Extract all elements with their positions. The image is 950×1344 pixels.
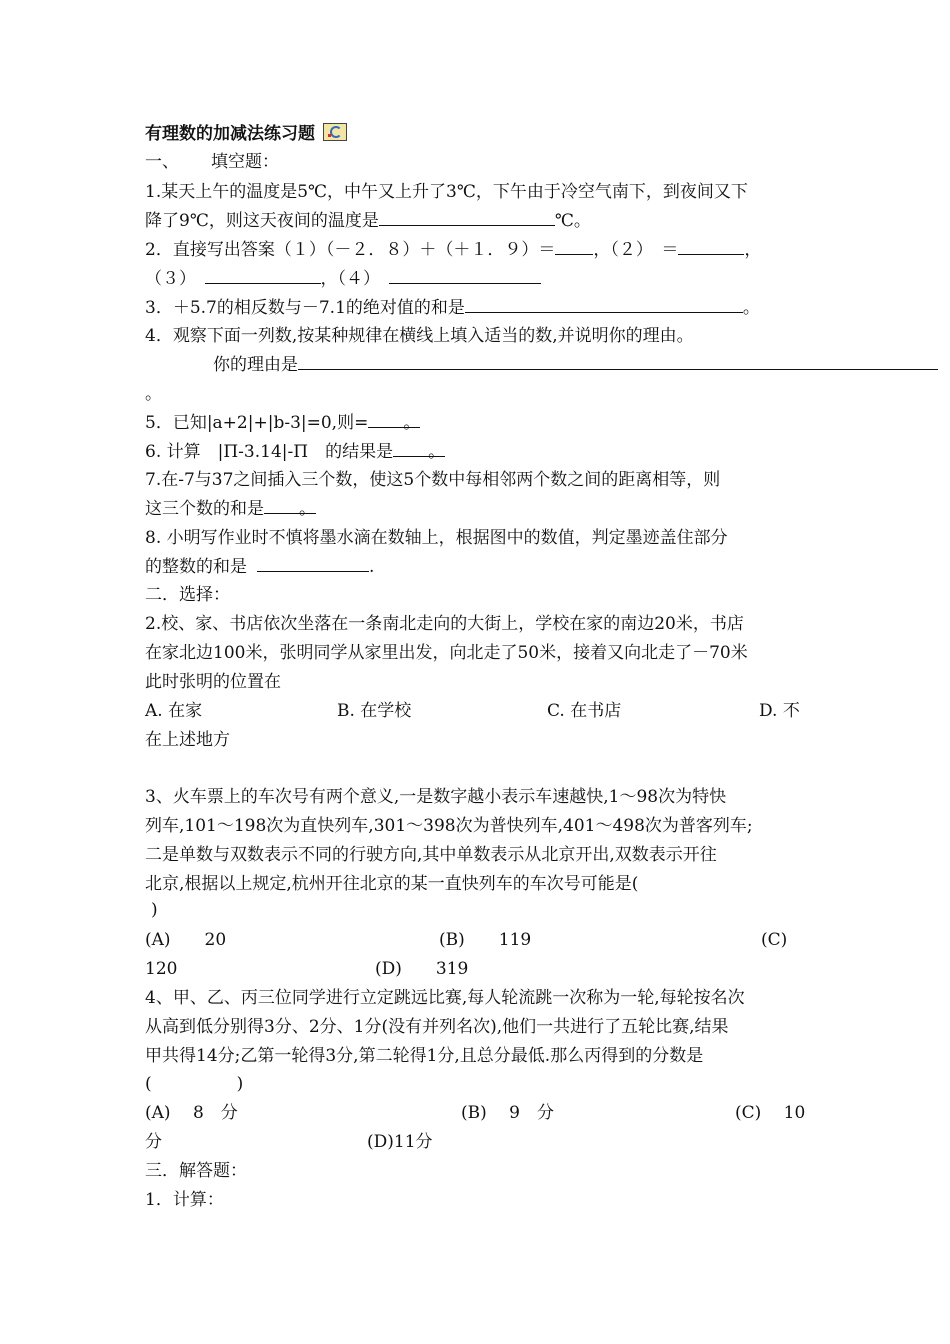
m2-line-2: 在家北边100米，张明同学从家里出发，向北走了50米，接着又向北走了－70米: [145, 643, 748, 663]
answer-blank[interactable]: [298, 351, 938, 370]
document-title: 有理数的加减法练习题: [145, 124, 315, 144]
m4-line-1: 4、甲、乙、丙三位同学进行立定跳远比赛,每人轮流跳一次称为一轮,每轮按名次: [145, 988, 745, 1008]
m4-line-3: 甲共得14分;乙第一轮得3分,第二轮得1分,且总分最低.那么丙得到的分数是: [145, 1046, 704, 1066]
q7-line-2: [145, 495, 316, 523]
m4-options: [145, 1099, 815, 1127]
q8-text: 的整数的和是: [145, 557, 247, 577]
q7-end: 。: [299, 499, 316, 519]
answer-blank[interactable]: [368, 409, 421, 433]
option-a: (A) 8 分: [145, 1103, 238, 1123]
option-b: (B) 9 分: [461, 1103, 554, 1123]
q6-text: 6. 计算 |Π-3.14|-Π 的结果是: [145, 442, 394, 462]
option-d: (D) 319: [375, 959, 469, 979]
q3-end: 。: [742, 298, 760, 318]
option-d: (D)11分: [367, 1132, 433, 1152]
q3-text: 3．＋5.7的相反数与－7.1的绝对值的和是: [145, 298, 465, 318]
q4-line: 4．观察下面一列数,按某种规律在横线上填入适当的数,并说明你的理由。: [145, 326, 694, 346]
answer-blank[interactable]: [465, 294, 743, 313]
q2-part-4: ，（４）: [320, 269, 389, 289]
q2-text-2: ，（２） ＝: [593, 240, 679, 260]
q2-part-3: （３）: [145, 269, 205, 289]
m2-line-1: 2.校、家、书店依次坐落在一条南北走向的大街上，学校在家的南边20米，书店: [145, 614, 744, 634]
document-title-line: [145, 120, 347, 148]
answer-blank[interactable]: [264, 495, 316, 519]
section-2-heading: 二．选择：: [145, 585, 230, 605]
section-number: 一、: [145, 152, 179, 172]
q1-line-2: [145, 207, 591, 235]
m3-options-2: [145, 955, 815, 983]
m2-option-d-cont: 在上述地方: [145, 730, 230, 750]
m2-options: [145, 697, 815, 725]
option-a: A. 在家: [145, 701, 203, 721]
answer-blank[interactable]: [393, 438, 446, 462]
m3-line-3: 二是单数与双数表示不同的行驶方向,其中单数表示从北京开出,双数表示开往: [145, 845, 717, 865]
m3-line-2: 列车,101～198次为直快列车,301～398次为普快列车,401～498次为普客列车;: [145, 816, 753, 836]
q2-comma: ，: [744, 240, 762, 260]
m3-line-5: ): [151, 900, 158, 920]
q8-line-1: 8. 小明写作业时不慎将墨水滴在数轴上，根据图中的数值，判定墨迹盖住部分: [145, 528, 728, 548]
m4-line-2: 从高到低分别得3分、2分、1分(没有并列名次),他们一共进行了五轮比赛,结果: [145, 1017, 729, 1037]
answer-blank[interactable]: [379, 207, 555, 226]
option-c: (C): [761, 930, 788, 950]
option-c-value: 120: [145, 959, 178, 979]
q6-end: 。: [428, 442, 446, 462]
q4-reason-label: 你的理由是: [213, 355, 298, 375]
option-b: B. 在学校: [337, 701, 412, 721]
q4-end: 。: [145, 384, 162, 404]
answer-blank[interactable]: [257, 553, 369, 572]
q8-line-2: [145, 553, 374, 581]
s1-line: 1．计算：: [145, 1190, 224, 1210]
q7-line-1: 7.在-7与37之间插入三个数，使这5个数中每相邻两个数之间的距离相等，则: [145, 470, 721, 490]
m3-options: [145, 926, 815, 954]
answer-blank[interactable]: [678, 236, 744, 255]
section-1-heading: [145, 148, 279, 176]
section-3-heading: 三．解答题：: [145, 1161, 247, 1181]
q7-text: 这三个数的和是: [145, 499, 264, 519]
q5-end: 。: [403, 413, 421, 433]
option-a: (A) 20: [145, 930, 227, 950]
answer-blank[interactable]: [205, 265, 321, 284]
m2-line-3: 此时张明的位置在: [145, 672, 281, 692]
q4-reason-line: [213, 351, 938, 379]
m4-options-2: [145, 1128, 815, 1156]
option-d: D. 不: [759, 701, 800, 721]
q3-line: [145, 294, 760, 322]
option-c: C. 在书店: [547, 701, 622, 721]
q1-text: 降了9℃，则这天夜间的温度是: [145, 211, 379, 231]
q1-line-1: 1.某天上午的温度是5℃，中午又上升了3℃，下午由于冷空气南下，到夜间又下: [145, 182, 748, 202]
q5-line: [145, 409, 420, 437]
q1-end: ℃。: [554, 211, 591, 231]
section-label: 填空题：: [211, 152, 279, 172]
answer-blank[interactable]: [389, 265, 541, 284]
m3-line-1: 3、火车票上的车次号有两个意义,一是数字越小表示车速越快,1～98次为特快: [145, 787, 727, 807]
q8-end: .: [369, 557, 375, 577]
m3-line-4: 北京,根据以上规定,杭州开往北京的某一直快列车的车次号可能是(: [145, 874, 639, 894]
q6-line: [145, 438, 445, 466]
q2-line-1: [145, 236, 761, 264]
option-b: (B) 119: [439, 930, 532, 950]
q2-line-2: [145, 265, 541, 293]
option-c-unit: 分: [145, 1132, 162, 1152]
m4-line-4: ( ): [145, 1074, 244, 1094]
q5-text: 5．已知|a+2|+|b-3|=0,则=: [145, 413, 369, 433]
option-c: (C) 10: [735, 1103, 806, 1123]
q2-text: 2．直接写出答案（１）（－２．８）＋（＋１．９）＝: [145, 240, 556, 260]
answer-blank[interactable]: [555, 236, 593, 255]
edit-object-icon[interactable]: [323, 123, 347, 141]
